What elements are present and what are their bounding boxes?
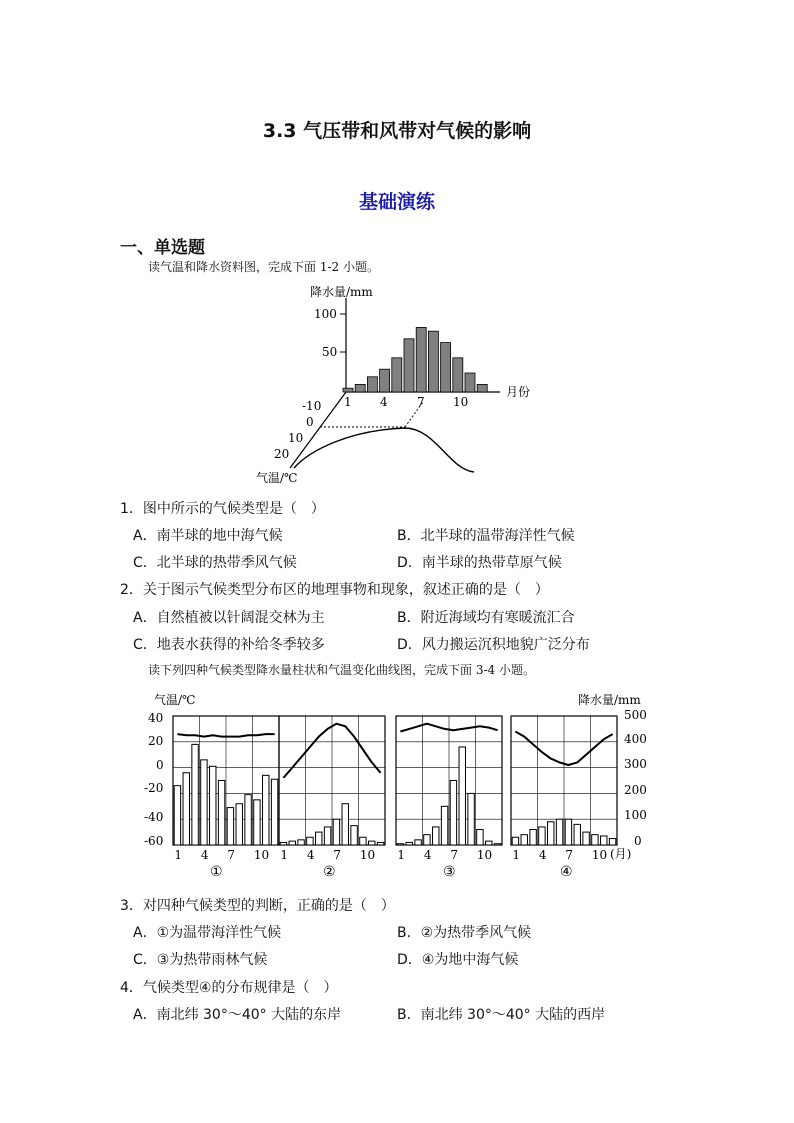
question-3: 3．对四种气候类型的判断，正确的是（ ） xyxy=(120,898,395,914)
precip-bar-panel3-month-9 xyxy=(468,793,474,845)
q3-option-a[interactable]: A．①为温带海洋性气候 xyxy=(133,925,282,941)
month-tick-panel1-4: 4 xyxy=(200,848,209,862)
q4-option-b[interactable]: B．南北纬 30°～40° 大陆的西岸 xyxy=(397,1007,606,1023)
climate-chart-2 xyxy=(140,688,660,883)
month-tick-1: 1 xyxy=(344,395,352,409)
month-tick-10: 10 xyxy=(453,395,469,409)
precip-bar-panel3-month-3 xyxy=(415,840,421,845)
month-tick-panel1-7: 7 xyxy=(227,848,236,862)
intro-text-1: 读气温和降水资料图，完成下面 1-2 小题。 xyxy=(148,260,379,274)
right-tick-0: 500 xyxy=(624,708,647,722)
temp-tick-10: 10 xyxy=(288,431,304,445)
precip-axis-label: 降水量/mm xyxy=(310,285,373,299)
precip-bar-panel3-month-5 xyxy=(433,827,439,845)
precip-bar-panel2-month-11 xyxy=(369,841,375,845)
precip-bar-panel3-month-10 xyxy=(477,830,483,845)
precip-bar-panel2-month-3 xyxy=(298,840,304,845)
q2-option-a[interactable]: A．自然植被以针阔混交林为主 xyxy=(133,610,325,626)
precip-bar-panel1-month-2 xyxy=(183,773,189,845)
intro-text-2: 读下列四种气候类型降水量柱状和气温变化曲线图，完成下面 3-4 小题。 xyxy=(148,663,535,677)
precip-bar-month-2 xyxy=(355,384,365,392)
q1-option-a[interactable]: A．南半球的地中海气候 xyxy=(133,528,283,544)
panel-label-4: ④ xyxy=(560,864,573,880)
precip-bar-panel2-month-9 xyxy=(351,826,357,845)
precip-bar-month-6 xyxy=(404,339,414,392)
page-title: 3.3 气压带和风带对气候的影响 xyxy=(262,120,532,142)
q2-option-d[interactable]: D．风力搬运沉积地貌广泛分布 xyxy=(397,637,590,653)
month-tick-panel3-7: 7 xyxy=(450,848,459,862)
precip-bar-panel2-month-12 xyxy=(377,842,383,845)
precip-bar-panel3-month-12 xyxy=(494,844,500,845)
precip-bar-month-11 xyxy=(465,373,475,392)
precip-bar-panel1-month-1 xyxy=(174,786,180,845)
month-tick-panel2-1: 1 xyxy=(280,848,289,862)
precip-bar-panel2-month-10 xyxy=(360,837,366,845)
precip-bar-panel3-month-2 xyxy=(406,842,412,845)
precip-bar-month-4 xyxy=(380,369,390,392)
precip-bar-panel4-month-3 xyxy=(530,830,536,845)
chart2-precip-axis-label: 降水量/mm xyxy=(578,693,641,707)
right-tick-4: 100 xyxy=(624,808,647,822)
month-tick-panel4-7: 7 xyxy=(565,848,574,862)
climate-panel-1 xyxy=(173,716,279,862)
precip-bar-panel3-month-1 xyxy=(397,844,403,845)
left-tick-0: 40 xyxy=(148,711,164,725)
precip-bar-month-7 xyxy=(416,327,426,392)
precip-bar-panel4-month-2 xyxy=(521,835,527,845)
month-tick-panel2-7: 7 xyxy=(333,848,342,862)
precip-bar-panel4-month-1 xyxy=(512,837,518,845)
temp-tick-0: 0 xyxy=(306,415,314,429)
month-tick-4: 4 xyxy=(380,395,388,409)
month-tick-7: 7 xyxy=(417,395,425,409)
precip-bar-panel2-month-6 xyxy=(324,827,330,845)
right-tick-3: 200 xyxy=(624,783,647,797)
precip-bar-panel2-month-1 xyxy=(280,842,286,845)
precip-bar-panel3-month-6 xyxy=(441,806,447,845)
precip-bar-panel4-month-5 xyxy=(548,822,554,845)
month-unit-label: (月) xyxy=(610,847,632,861)
precip-bar-panel4-month-11 xyxy=(601,836,607,845)
month-tick-panel3-10: 10 xyxy=(476,848,493,862)
precip-bar-month-1 xyxy=(343,388,353,392)
precip-bar-panel2-month-8 xyxy=(342,804,348,845)
panel-label-2: ② xyxy=(323,864,336,880)
q1-option-d[interactable]: D．南半球的热带草原气候 xyxy=(397,555,562,571)
precip-bar-month-10 xyxy=(453,358,463,392)
q4-option-a[interactable]: A．南北纬 30°～40° 大陆的东岸 xyxy=(133,1007,342,1023)
precip-bar-panel1-month-12 xyxy=(271,779,277,845)
precip-bar-month-12 xyxy=(477,384,487,392)
month-axis-label: 月份 xyxy=(506,385,531,399)
precip-bar-panel3-month-7 xyxy=(450,781,456,846)
month-tick-panel4-4: 4 xyxy=(538,848,547,862)
precip-bar-panel1-month-5 xyxy=(210,766,216,845)
q3-option-d[interactable]: D．④为地中海气候 xyxy=(397,952,519,968)
chart2-temp-axis-label: 气温/℃ xyxy=(154,693,196,707)
precip-bar-month-3 xyxy=(367,377,377,392)
right-tick-5: 0 xyxy=(634,834,642,848)
month-tick-panel4-1: 1 xyxy=(512,848,521,862)
precip-bar-panel4-month-10 xyxy=(592,835,598,845)
precip-bar-panel1-month-11 xyxy=(263,775,269,845)
q1-option-c[interactable]: C．北半球的热带季风气候 xyxy=(133,555,297,571)
precip-bar-panel1-month-8 xyxy=(236,804,242,845)
climate-chart-1 xyxy=(250,280,550,490)
panel-label-1: ① xyxy=(210,864,223,880)
right-tick-2: 300 xyxy=(624,757,647,771)
month-tick-panel4-10: 10 xyxy=(591,848,608,862)
precip-bar-panel3-month-4 xyxy=(424,835,430,845)
month-tick-panel2-10: 10 xyxy=(359,848,376,862)
temp-axis-label: 气温/℃ xyxy=(256,471,298,485)
temp-tick-neg10: -10 xyxy=(302,399,322,413)
precip-bar-panel2-month-2 xyxy=(289,841,295,845)
precip-bar-panel4-month-6 xyxy=(556,819,562,845)
precip-bar-panel3-month-11 xyxy=(486,841,492,845)
month-tick-panel3-4: 4 xyxy=(423,848,432,862)
month-tick-panel1-1: 1 xyxy=(174,848,183,862)
section-subtitle: 基础演练 xyxy=(358,191,435,213)
temperature-curve xyxy=(294,428,474,472)
precip-bar-panel1-month-6 xyxy=(218,781,224,846)
section-heading: 一、单选题 xyxy=(120,238,205,258)
month-tick-panel1-10: 10 xyxy=(253,848,270,862)
precip-bar-panel1-month-9 xyxy=(245,795,251,845)
question-4: 4．气候类型④的分布规律是（ ） xyxy=(120,980,338,996)
precip-bar-panel4-month-7 xyxy=(565,819,571,845)
precip-bar-panel1-month-10 xyxy=(254,800,260,845)
q3-option-b[interactable]: B．②为热带季风气候 xyxy=(397,925,532,941)
q2-option-c[interactable]: C．地表水获得的补给冬季较多 xyxy=(133,637,325,653)
month-tick-panel2-4: 4 xyxy=(306,848,315,862)
precip-bar-month-8 xyxy=(428,331,438,392)
temp-tick-20: 20 xyxy=(274,447,290,461)
left-tick-5: -60 xyxy=(144,834,164,848)
climate-panel-4 xyxy=(511,716,617,862)
q2-option-b[interactable]: B．附近海域均有寒暖流汇合 xyxy=(397,610,575,626)
precip-bar-panel4-month-8 xyxy=(574,824,580,845)
left-tick-1: 20 xyxy=(148,734,164,748)
precip-bar-panel2-month-4 xyxy=(307,837,313,845)
question-1: 1．图中所示的气候类型是（ ） xyxy=(120,501,325,517)
question-2: 2．关于图示气候类型分布区的地理事物和现象，叙述正确的是（ ） xyxy=(120,582,549,598)
panel-label-3: ③ xyxy=(443,864,456,880)
precip-bar-panel2-month-7 xyxy=(333,819,339,845)
q3-option-c[interactable]: C．③为热带雨林气候 xyxy=(133,952,268,968)
climate-panel-2 xyxy=(279,716,385,862)
left-tick-3: -20 xyxy=(144,781,164,795)
right-tick-1: 400 xyxy=(624,732,647,746)
month-tick-panel3-1: 1 xyxy=(397,848,406,862)
precip-bar-panel3-month-8 xyxy=(459,747,465,845)
climate-panel-3 xyxy=(396,716,502,862)
q1-option-b[interactable]: B．北半球的温带海洋性气候 xyxy=(397,528,575,544)
precip-bar-panel4-month-12 xyxy=(609,839,615,845)
precip-bar-month-9 xyxy=(441,343,451,392)
precip-bar-panel4-month-9 xyxy=(583,832,589,845)
left-tick-4: -40 xyxy=(144,810,164,824)
precip-tick-50: 50 xyxy=(322,345,338,359)
precip-bar-panel1-month-7 xyxy=(227,808,233,845)
precip-bar-panel1-month-3 xyxy=(192,744,198,845)
left-tick-2: 0 xyxy=(156,758,164,772)
precip-bar-panel1-month-4 xyxy=(201,760,207,845)
precip-bar-panel2-month-5 xyxy=(316,832,322,845)
precip-bar-panel4-month-4 xyxy=(539,827,545,845)
precip-bar-month-5 xyxy=(392,358,402,392)
precip-tick-100: 100 xyxy=(314,307,337,321)
